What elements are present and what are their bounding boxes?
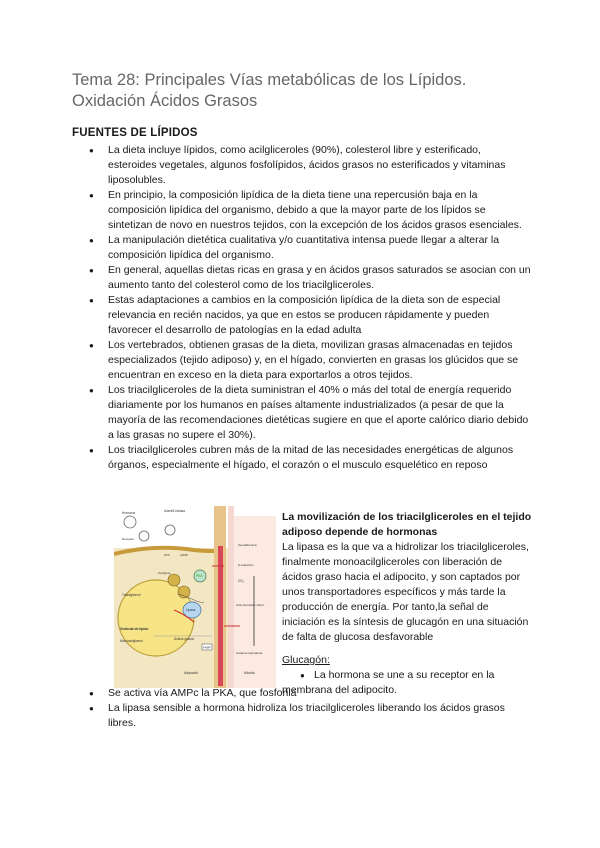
list-item: ● En general, aquellas dietas ricas en grasa y en ácidos grasos saturados se asocian con un aumento tanto del colesterol como de los triacilgliceroles. — [72, 263, 532, 293]
list-item: ● Estas adaptaciones a cambios en la composición lipídica de la dieta son de especial relevancia en recién nacidos, ya que en estos se producen rápidamente y pueden favorecer el desarrollo de patologías en la edad adulta — [72, 293, 532, 338]
figure-label-adenylyl-cyclase: Adenilil ciclasa — [164, 509, 185, 513]
figure-label-co2: CO₂ — [238, 579, 245, 583]
list-item: ● Los triacilgliceroles de la dieta suministran el 40% o más del total de energía requerido diariamente por los humanos en países altamente industrializados (a pesar de que la mayoría de las recomendaciones dietéticas sugiere en que el aporte calórico diario debido a las grasas no supere el 30%). — [72, 383, 532, 443]
list-item: ● La lipasa sensible a hormona hidroliza los triacilgliceroles liberando los ácidos grasos libres. — [72, 701, 532, 731]
list-item: ● Se activa vía AMPc la PKA, que fosforila — [72, 686, 532, 701]
mobilization-text — [282, 510, 532, 698]
mobilization-subheading: La movilización de los triacilgliceroles en el tejido adiposo depende de hormonas — [282, 511, 532, 538]
figure-label-triacylglycerol: Triacilglicerol — [122, 593, 141, 597]
list-item: ● Los triacilgliceroles cubren más de la mitad de las necesidades energéticas de algunos órganos, especialmente el hígado, el corazón o el musculo esquelético en reposo — [72, 443, 532, 473]
figure-label-respiratory-chain: Cadena respiratoria — [236, 651, 263, 655]
figure-label-lipase: Lipasa — [186, 608, 196, 612]
figure-label-camp: cAMP — [180, 553, 189, 557]
figure-label-receptor: Receptor — [122, 537, 135, 541]
figure-diagram — [114, 506, 276, 688]
bottom-bullet-list — [72, 686, 532, 731]
figure-label-pka: PKA — [196, 574, 203, 578]
glucagon-label: Glucagón: — [282, 654, 330, 666]
figure-label-fatty-acids: Ácidos grasos — [174, 637, 195, 641]
page-title: Tema 28: Principales Vías metabólicas de los Lípidos. Oxidación Ácidos Grasos — [72, 71, 467, 110]
list-item: ● La manipulación dietética cualitativa y/o cuantitativa intensa puede llegar a alterar la composición lipídica del organismo. — [72, 233, 532, 263]
lipid-mobilization-figure — [114, 506, 276, 688]
figure-label-citric-acid-cycle: Ciclo del ácido cítrico — [236, 603, 265, 607]
mobilization-paragraph: La lipasa es la que va a hidrolizar los triacilgliceroles, finalmente monoacilgliceroles con liberación de ácidos graso hacia el adipocito, y son captados por unos transportadores específicos y más tarde la producción de energía. Por tanto,la señal de iniciación es la síntesis de glucagón en una situación de falta de glucosa desfavorable — [282, 541, 529, 643]
figure-label-beta-oxidation: β-oxidación — [238, 563, 254, 567]
list-item: ● La dieta incluye lípidos, como acilgliceroles (90%), colesterol libre y esterificado, esteroides vegetales, algunos fosfolípidos, ácidos grasos no esterificados y vitaminas liposolubles. — [72, 143, 532, 188]
figure-label-lipid-droplet: Gotícula de lípido — [120, 627, 149, 631]
bullet-list — [72, 143, 532, 473]
figure-label-perilipin: Perilipina — [158, 571, 171, 575]
figure-label-monoacylglycerol: Monoacilglicerol — [120, 639, 143, 643]
figure-label-adipocyte: Adipocito — [184, 671, 198, 675]
figure-label-atp: ATP — [164, 553, 170, 557]
figure-label-hormone: Hormona — [122, 511, 136, 515]
figure-label-muscle-cell: Miocito — [244, 671, 255, 675]
list-item: ● La hormona se une a su receptor en la membrana del adipocito. — [282, 668, 532, 698]
figure-label-fabp: FABP — [203, 645, 211, 650]
list-item: ● En principio, la composición lipídica de la dieta tiene una repercusión baja en la composición lipídica del organismo, debido a que la mayor parte de los lípidos se sintetizan de novo en nuestros tejidos, con la excepción de los ácidos grasos esenciales. — [72, 188, 532, 233]
list-item: ● Los vertebrados, obtienen grasas de la dieta, movilizan grasas almacenadas en tejidos especializados (tejido adiposo) y, en el hígado, convierten en grasas los glúcidos que se encuentran en exceso en la dieta para exportarlos a otros tejidos. — [72, 338, 532, 383]
figure-label-serum-albumin: Seroalbúmina — [238, 543, 257, 547]
section-heading: FUENTES DE LÍPIDOS — [72, 127, 198, 139]
